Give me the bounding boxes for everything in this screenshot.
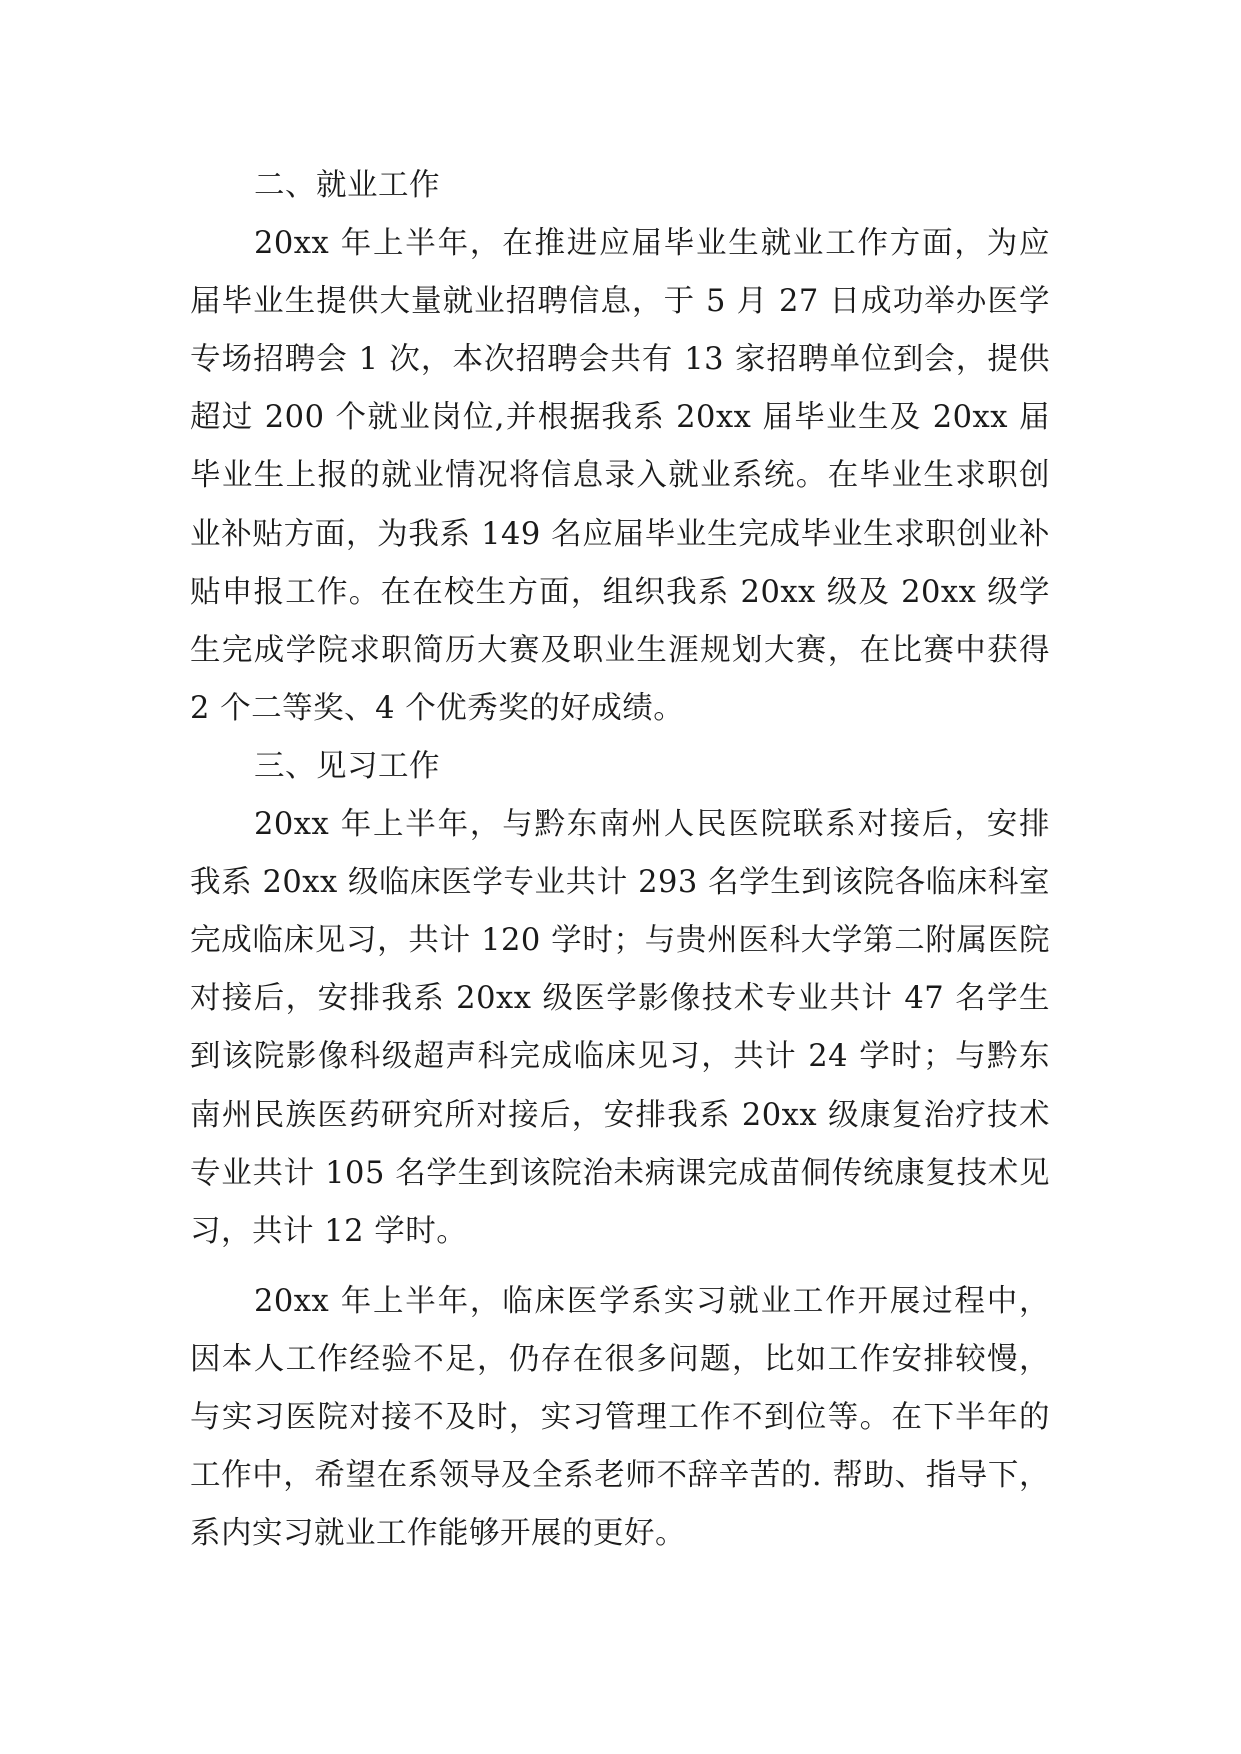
paragraph-internship: 20xx 年上半年，与黔东南州人民医院联系对接后，安排我系 20xx 级临床医学专业共计 293 名学生到该院各临床科室完成临床见习，共计 120 学时；与贵州医科大学第二附属医院对接后，安排我系 20xx 级医学影像技术专业共计 47 名学生到该院影像科级超声科完成临床见习，共计 24 学时；与黔东南州民族医药研究所对接后，安排我系 20xx 级康复治疗技术专业共计 105 名学生到该院治未病课完成苗侗传统康复技术见习，共计 12 学时。 xyxy=(190,807,1050,1249)
document-body xyxy=(190,157,1050,1563)
paragraph-employment: 20xx 年上半年，在推进应届毕业生就业工作方面，为应届毕业生提供大量就业招聘信息，于 5 月 27 日成功举办医学专场招聘会 1 次，本次招聘会共有 13 家招聘单位到会，提供超过 200 个就业岗位,并根据我系 20xx 届毕业生及 20xx 届毕业生上报的就业情况将信息录入就业系统。在毕业生求职创业补贴方面，为我系 149 名应届毕业生完成毕业生求职创业补贴申报工作。在在校生方面，组织我系 20xx 级及 20xx 级学生完成学院求职简历大赛及职业生涯规划大赛，在比赛中获得 2 个二等奖、4 个优秀奖的好成绩。 xyxy=(190,226,1050,726)
section-heading-employment: 二、就业工作 xyxy=(254,168,440,203)
paragraph-closing: 20xx 年上半年，临床医学系实习就业工作开展过程中，因本人工作经验不足，仍存在很多问题，比如工作安排较慢，与实习医院对接不及时，实习管理工作不到位等。在下半年的工作中，希望在系领导及全系老师不辞辛苦的. 帮助、指导下，系内实习就业工作能够开展的更好。 xyxy=(190,1283,1050,1552)
section-heading-internship: 三、见习工作 xyxy=(254,748,440,784)
